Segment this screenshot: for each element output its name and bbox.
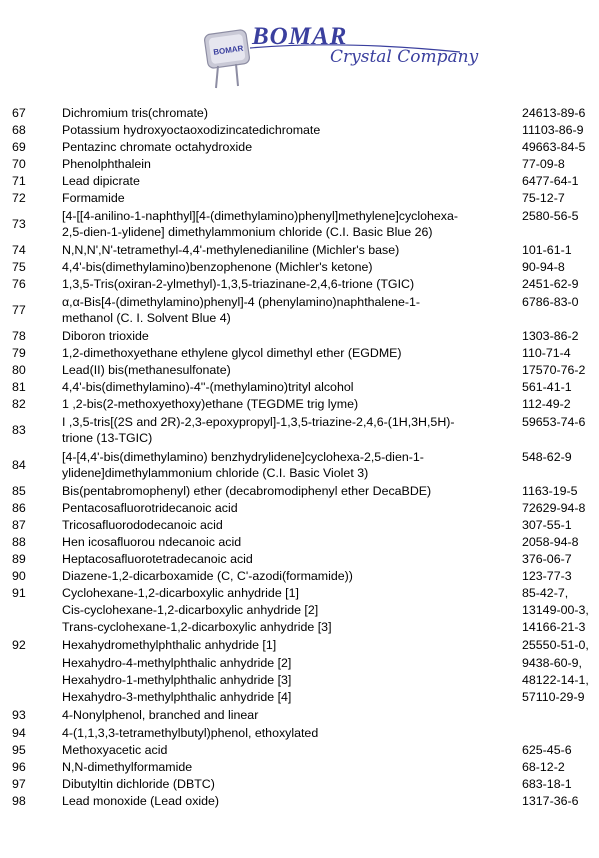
substance-name — [62, 345, 520, 362]
row-number: 76 — [12, 277, 26, 291]
row-number: 73 — [12, 216, 26, 231]
row-number: 98 — [12, 794, 26, 808]
substance-name-line: trione (13-TGIC) — [62, 430, 153, 445]
substance-name-line: 1 ,2-bis(2-methoxyethoxy)ethane (TEGDME trig lyme) — [62, 397, 359, 411]
cas-number: 68-12-2 — [522, 760, 565, 774]
table-row — [0, 602, 599, 619]
row-number: 88 — [12, 535, 26, 549]
substance-name — [62, 173, 520, 190]
substance-name-line: Potassium hydroxyoctaoxodizincatedichromate — [62, 123, 321, 137]
row-number: 80 — [12, 363, 26, 377]
row-number: 83 — [12, 422, 26, 437]
substance-name-line: 4,4'-bis(dimethylamino)benzophenone (Michler's ketone) — [62, 260, 373, 274]
table-row — [0, 568, 599, 585]
substance-name — [62, 619, 520, 636]
table-row — [0, 259, 599, 276]
substance-name — [62, 568, 520, 585]
cas-number: 2580-56-5 — [522, 209, 579, 223]
cas-number: 2451-62-9 — [522, 277, 579, 291]
row-number: 75 — [12, 260, 26, 274]
row-number: 93 — [12, 708, 26, 722]
row-number: 68 — [12, 123, 26, 137]
cas-number: 24613-89-6 — [522, 106, 586, 120]
substance-name-line: Heptacosafluorotetradecanoic acid — [62, 552, 253, 566]
substance-name — [62, 636, 520, 655]
row-number — [0, 602, 62, 619]
cas-number: 101-61-1 — [522, 243, 572, 257]
row-number: 87 — [12, 518, 26, 532]
table-row — [0, 776, 599, 793]
substance-name — [62, 413, 520, 448]
table-row — [0, 345, 599, 362]
table-row — [0, 725, 599, 742]
substance-name-line: Lead(II) bis(methanesulfonate) — [62, 363, 231, 377]
substance-name-line: [4-[4,4'-bis(dimethylamino) benzhydrylidene]cyclohexa-2,5-dien-1- — [62, 450, 424, 464]
table-row — [0, 585, 599, 602]
substance-name-line: Dichromium tris(chromate) — [62, 106, 208, 120]
substance-name-line: ylidene]dimethylammonium chloride (C.I. Basic Violet 3) — [62, 465, 369, 480]
substance-table — [0, 105, 599, 810]
table-row — [0, 742, 599, 759]
substance-name-line: 1,2-dimethoxyethane ethylene glycol dimethyl ether (EGDME) — [62, 346, 402, 360]
cas-number: 112-49-2 — [522, 397, 571, 411]
substance-name-line: Hexahydro-1-methylphthalic anhydride [3] — [62, 673, 292, 687]
substance-name — [62, 293, 520, 328]
row-number — [0, 619, 62, 636]
substance-name-line: Hexahydro-3-methylphthalic anhydride [4] — [62, 690, 292, 704]
row-number: 71 — [12, 174, 26, 188]
row-number — [0, 672, 62, 689]
cas-number: 625-45-6 — [522, 743, 572, 757]
substance-name — [62, 259, 520, 276]
substance-name — [62, 448, 520, 483]
table-row — [0, 483, 599, 500]
substance-name — [62, 276, 520, 293]
cas-number: 376-06-7 — [522, 552, 572, 566]
row-number: 79 — [12, 346, 26, 360]
chip-label: BOMAR — [212, 43, 244, 57]
table-row — [0, 190, 599, 207]
table-row — [0, 413, 599, 448]
row-number: 84 — [12, 457, 26, 472]
table-row — [0, 122, 599, 139]
substance-name-line: Diboron trioxide — [62, 329, 149, 343]
crystal-icon — [204, 29, 250, 88]
cas-number: 17570-76-2 — [522, 363, 586, 377]
substance-name — [62, 742, 520, 759]
cas-number — [520, 706, 599, 725]
row-number: 77 — [12, 302, 26, 317]
substance-name — [62, 207, 520, 242]
row-number: 74 — [12, 243, 26, 257]
substance-name-line: Diazene-1,2-dicarboxamide (C, C'-azodi(formamide)) — [62, 569, 353, 583]
substance-name-line: Phenolphthalein — [62, 157, 151, 171]
table-row — [0, 706, 599, 725]
substance-name — [62, 655, 520, 672]
row-number: 94 — [12, 726, 26, 740]
substance-name — [62, 500, 520, 517]
substance-name-line: 4-(1,1,3,3-tetramethylbutyl)phenol, ethoxylated — [62, 726, 319, 740]
table-row — [0, 207, 599, 242]
row-number: 92 — [12, 638, 26, 652]
table-row — [0, 242, 599, 259]
cas-number: 307-55-1 — [522, 518, 572, 532]
substance-name — [62, 551, 520, 568]
substance-name-line: Lead monoxide (Lead oxide) — [62, 794, 220, 808]
table-row — [0, 517, 599, 534]
brand-subtitle: Crystal Company — [330, 47, 479, 67]
substance-name-line: Dibutyltin dichloride (DBTC) — [62, 777, 215, 791]
cas-number: 1163-19-5 — [522, 484, 578, 498]
table-row — [0, 139, 599, 156]
table-row — [0, 759, 599, 776]
cas-number: 85-42-7, — [522, 586, 569, 600]
table-row — [0, 396, 599, 413]
substance-name — [62, 328, 520, 345]
substance-name-line: 4,4'-bis(dimethylamino)-4''-(methylamino)trityl alcohol — [62, 380, 354, 394]
substance-name-line: Cyclohexane-1,2-dicarboxylic anhydride [1] — [62, 586, 299, 600]
row-number: 97 — [12, 777, 26, 791]
substance-name — [62, 759, 520, 776]
cas-number: 77-09-8 — [522, 157, 565, 171]
table-row — [0, 379, 599, 396]
row-number: 81 — [12, 380, 26, 394]
cas-number: 75-12-7 — [522, 191, 565, 205]
table-row — [0, 655, 599, 672]
table-row — [0, 328, 599, 345]
substance-name — [62, 483, 520, 500]
row-number: 72 — [12, 191, 26, 205]
cas-number: 1303-86-2 — [522, 329, 579, 343]
table-row — [0, 362, 599, 379]
substance-name-line: Formamide — [62, 191, 125, 205]
row-number: 69 — [12, 140, 26, 154]
substance-name-line: Cis-cyclohexane-1,2-dicarboxylic anhydride [2] — [62, 603, 319, 617]
table-row — [0, 500, 599, 517]
substance-name-line: [4-[[4-anilino-1-naphthyl][4-(dimethylamino)phenyl]methylene]cyclohexa- — [62, 209, 459, 223]
row-number: 89 — [12, 552, 26, 566]
substance-name — [62, 517, 520, 534]
table-row — [0, 448, 599, 483]
table-row — [0, 672, 599, 689]
brand-name: BOMAR — [252, 23, 348, 50]
cas-number: 683-18-1 — [522, 777, 572, 791]
cas-number: 561-41-1 — [522, 380, 572, 394]
cas-number: 72629-94-8 — [522, 501, 586, 515]
cas-number: 548-62-9 — [522, 450, 572, 464]
substance-name-line: Hen icosafluorou ndecanoic acid — [62, 535, 242, 549]
substance-name — [62, 793, 520, 810]
substance-name — [62, 534, 520, 551]
row-number: 67 — [12, 106, 26, 120]
cas-number: 14166-21-3 — [522, 620, 586, 634]
cas-number: 59653-74-6 — [522, 415, 586, 429]
substance-name-line: I ,3,5-tris[(2S and 2R)-2,3-epoxypropyl]-1,3,5-triazine-2,4,6-(1H,3H,5H)- — [62, 415, 455, 429]
cas-number: 110-71-4 — [522, 346, 571, 360]
substance-name-line: Bis(pentabromophenyl) ether (decabromodiphenyl ether DecaBDE) — [62, 484, 432, 498]
substance-name — [62, 362, 520, 379]
row-number: 86 — [12, 501, 26, 515]
table-row — [0, 636, 599, 655]
substance-name — [62, 139, 520, 156]
substance-name-line: Methoxyacetic acid — [62, 743, 168, 757]
table-row — [0, 551, 599, 568]
cas-number: 11103-86-9 — [522, 123, 584, 137]
table-row — [0, 619, 599, 636]
cas-number: 48122-14-1, — [522, 673, 589, 687]
substance-name — [62, 776, 520, 793]
row-number: 70 — [12, 157, 26, 171]
cas-number: 49663-84-5 — [522, 140, 586, 154]
substance-name-line: Hexahydro-4-methylphthalic anhydride [2] — [62, 656, 292, 670]
row-number: 95 — [12, 743, 26, 757]
cas-number: 1317-36-6 — [522, 794, 579, 808]
row-number: 90 — [12, 569, 26, 583]
row-number: 96 — [12, 760, 26, 774]
substance-name — [62, 725, 520, 742]
cas-number: 9438-60-9, — [522, 656, 582, 670]
table-row — [0, 293, 599, 328]
cas-number: 13149-00-3, — [522, 603, 589, 617]
cas-number — [520, 725, 599, 742]
row-number: 85 — [12, 484, 26, 498]
cas-number: 25550-51-0, — [522, 638, 589, 652]
substance-name — [62, 122, 520, 139]
table-row — [0, 276, 599, 293]
substance-name-line: Trans-cyclohexane-1,2-dicarboxylic anhydride [3] — [62, 620, 332, 634]
substance-name — [62, 689, 520, 706]
substance-name — [62, 190, 520, 207]
table-row — [0, 689, 599, 706]
substance-name — [62, 242, 520, 259]
substance-name — [62, 672, 520, 689]
cas-number: 90-94-8 — [522, 260, 565, 274]
table-row — [0, 534, 599, 551]
substance-name — [62, 706, 520, 725]
row-number — [0, 655, 62, 672]
substance-name — [62, 585, 520, 602]
substance-name-line: Hexahydromethylphthalic anhydride [1] — [62, 638, 277, 652]
substance-name — [62, 379, 520, 396]
cas-number: 123-77-3 — [522, 569, 572, 583]
substance-name-line: 1,3,5-Tris(oxiran-2-ylmethyl)-1,3,5-triazinane-2,4,6-trione (TGIC) — [62, 277, 415, 291]
row-number — [0, 689, 62, 706]
table-row — [0, 173, 599, 190]
row-number: 78 — [12, 329, 26, 343]
substance-name — [62, 396, 520, 413]
substance-name — [62, 156, 520, 173]
substance-name-line: Lead dipicrate — [62, 174, 140, 188]
substance-name-line: methanol (C. I. Solvent Blue 4) — [62, 310, 231, 325]
substance-name-line: α,α-Bis[4-(dimethylamino)phenyl]-4 (phenylamino)naphthalene-1- — [62, 295, 420, 309]
company-logo — [200, 10, 480, 92]
table-row — [0, 793, 599, 810]
substance-name-line: N,N-dimethylformamide — [62, 760, 193, 774]
substance-name-line: N,N,N',N'-tetramethyl-4,4'-methylenedianiline (Michler's base) — [62, 243, 400, 257]
cas-number: 6786-83-0 — [522, 295, 579, 309]
cas-number: 2058-94-8 — [522, 535, 579, 549]
row-number: 82 — [12, 397, 26, 411]
cas-number: 6477-64-1 — [522, 174, 579, 188]
substance-name-line: 2,5-dien-1-ylidene] dimethylammonium chloride (C.I. Basic Blue 26) — [62, 224, 433, 239]
row-number: 91 — [12, 586, 26, 600]
table-row — [0, 156, 599, 173]
substance-name — [62, 105, 520, 122]
substance-name-line: Pentacosafluorotridecanoic acid — [62, 501, 238, 515]
substance-name — [62, 602, 520, 619]
substance-name-line: Tricosafluorododecanoic acid — [62, 518, 223, 532]
table-row — [0, 105, 599, 122]
substance-name-line: 4-Nonylphenol, branched and linear — [62, 708, 259, 722]
substance-name-line: Pentazinc chromate octahydroxide — [62, 140, 253, 154]
cas-number: 57110-29-9 — [522, 690, 585, 704]
bomar-logo-graphic — [200, 10, 480, 92]
